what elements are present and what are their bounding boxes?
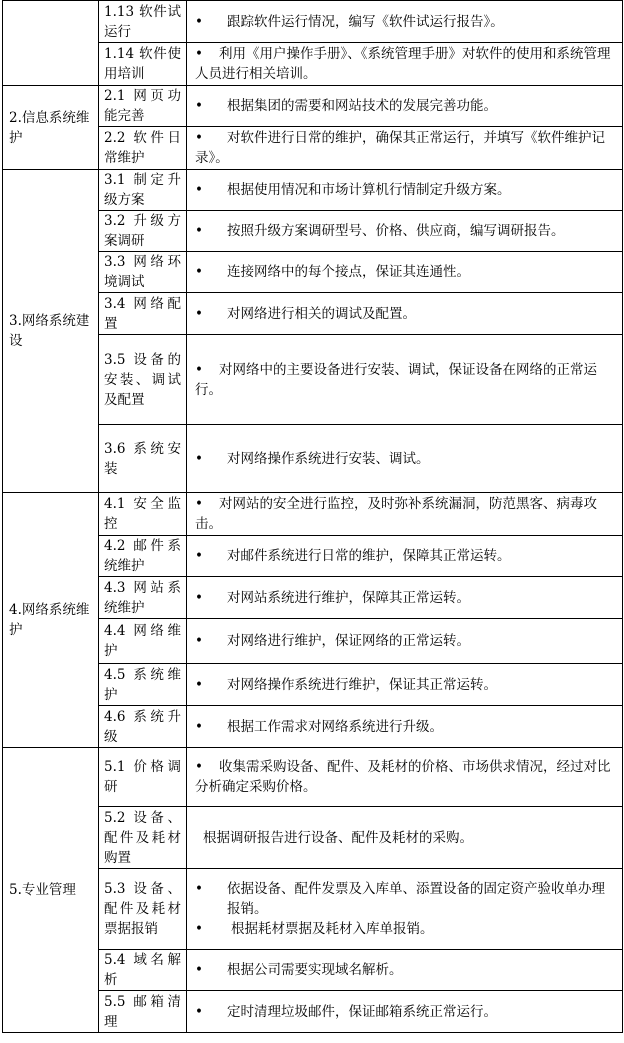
list-item: • 根据耗材票据及耗材入库单报销。 <box>195 921 434 937</box>
sub-item-cell: 3.6 系统安装 <box>99 425 187 493</box>
description-cell: • 利用《用户操作手册》、《系统管理手册》对软件的使用和系统管理人员进行相关培训。 <box>187 43 623 86</box>
bullet-icon: • <box>195 1003 203 1020</box>
bullet-icon: • <box>195 13 203 30</box>
sub-item-cell: 3.2 升级方案调研 <box>99 211 187 252</box>
table-row <box>3 493 623 536</box>
description-cell: • 根据集团的需要和网站技术的发展完善功能。 <box>187 86 623 127</box>
sub-item-cell: 4.6 系统升级 <box>99 706 187 748</box>
description-cell: • 根据工作需求对网络系统进行升级。 <box>187 706 623 748</box>
table-row <box>3 170 623 211</box>
sub-item-cell: 5.4 域名解析 <box>99 950 187 991</box>
category-cell: 2.信息系统维护 <box>3 86 99 170</box>
category-cell: 3.网络系统建设 <box>3 170 99 493</box>
category-cell <box>3 1 99 86</box>
sub-item-cell: 3.4 网络配置 <box>99 293 187 335</box>
bullet-icon: • <box>195 450 203 467</box>
table-row <box>3 748 623 807</box>
bullet-icon: • <box>195 962 203 978</box>
bullet-icon: • <box>195 548 203 564</box>
bullet-icon: • <box>195 361 203 378</box>
description-cell: • 对网站系统进行维护，保障其正常运转。 <box>187 577 623 619</box>
description-cell: • 跟踪软件运行情况，编写《软件试运行报告》。 <box>187 1 623 43</box>
description-cell: • 按照升级方案调研型号、价格、供应商，编写调研报告。 <box>187 211 623 252</box>
description-cell: • 根据公司需要实现域名解析。 <box>187 950 623 991</box>
description-cell: • 对网络操作系统进行维护，保证其正常运转。 <box>187 664 623 706</box>
description-cell: • 连接网络中的每个接点，保证其连通性。 <box>187 252 623 293</box>
bullet-icon: • <box>195 589 203 606</box>
sub-item-cell: 4.4 网络维护 <box>99 619 187 664</box>
description-cell: • 对邮件系统进行日常的维护，保障其正常运转。 <box>187 536 623 577</box>
sub-item-cell: 2.2 软件日常维护 <box>99 127 187 170</box>
bullet-icon: • <box>195 633 203 649</box>
sub-item-cell: 4.3 网站系统维护 <box>99 577 187 619</box>
category-cell: 4.网络系统维护 <box>3 493 99 748</box>
bullet-icon: • <box>195 98 203 114</box>
category-cell: 5.专业管理 <box>3 748 99 1033</box>
sub-item-cell: 5.1 价格调研 <box>99 748 187 807</box>
bullet-icon: • <box>195 496 203 512</box>
sub-item-cell: 4.5 系统维护 <box>99 664 187 706</box>
sub-item-cell: 5.5 邮箱清理 <box>99 991 187 1033</box>
description-cell: • 对软件进行日常的维护，确保其正常运行，并填写《软件维护记录》。 <box>187 127 623 170</box>
sub-item-cell: 3.5 设备的安装、调试及配置 <box>99 335 187 425</box>
description-cell: • 对网络操作系统进行安装、调试。 <box>187 425 623 493</box>
bullet-icon: • <box>195 264 203 280</box>
bullet-icon: • <box>195 223 203 239</box>
sub-item-cell: 5.3 设备、配件及耗材票据报销 <box>99 869 187 950</box>
table-row <box>3 86 623 127</box>
bullet-icon: • <box>195 676 203 693</box>
description-cell: • 收集需采购设备、配件、及耗材的价格、市场供求情况，经过对比分析确定采购价格。 <box>187 748 623 807</box>
bullet-icon: • <box>195 921 203 937</box>
sub-item-cell: 1.14 软件使用培训 <box>99 43 187 86</box>
sub-item-cell: 2.1 网页功能完善 <box>99 86 187 127</box>
bullet-icon: • <box>195 718 203 735</box>
table-row <box>3 1 623 43</box>
bullet-icon: • <box>195 130 203 146</box>
bullet-icon: • <box>195 46 203 62</box>
bullet-icon: • <box>195 182 203 198</box>
description-cell: • 对网络进行相关的调试及配置。 <box>187 293 623 335</box>
sub-item-cell: 5.2 设备、配件及耗材购置 <box>99 807 187 869</box>
bullet-icon: • <box>195 881 203 897</box>
sub-item-cell: 4.2 邮件系统维护 <box>99 536 187 577</box>
list-item: • 依据设备、配件发票及入库单、添置设备的固定资产验收单办理报销。 <box>195 881 605 917</box>
bullet-icon: • <box>195 305 203 322</box>
description-cell <box>187 869 623 950</box>
work-table <box>2 0 623 1033</box>
description-cell: • 根据使用情况和市场计算机行情制定升级方案。 <box>187 170 623 211</box>
sub-item-cell: 3.1 制定升级方案 <box>99 170 187 211</box>
sub-item-cell: 3.3 网络环境调试 <box>99 252 187 293</box>
description-cell: • 对网站的安全进行监控，及时弥补系统漏洞，防范黑客、病毒攻击。 <box>187 493 623 536</box>
description-cell: • 对网络中的主要设备进行安装、调试，保证设备在网络的正常运行。 <box>187 335 623 425</box>
sub-item-cell: 4.1 安全监控 <box>99 493 187 536</box>
description-cell: • 定时清理垃圾邮件，保证邮箱系统正常运行。 <box>187 991 623 1033</box>
description-cell: 根据调研报告进行设备、配件及耗材的采购。 <box>187 807 623 869</box>
sub-item-cell: 1.13 软件试运行 <box>99 1 187 43</box>
description-cell: • 对网络进行维护，保证网络的正常运转。 <box>187 619 623 664</box>
bullet-icon: • <box>195 759 203 775</box>
